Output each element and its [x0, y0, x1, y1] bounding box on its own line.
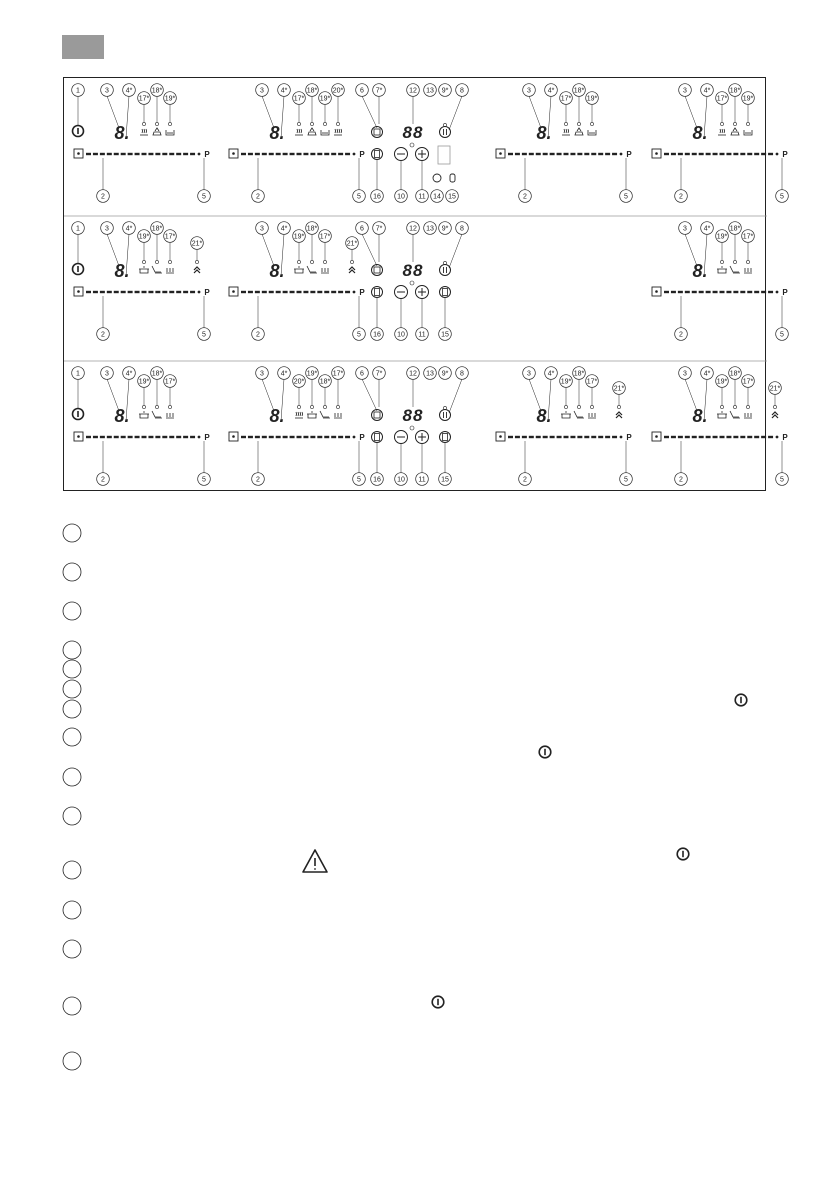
callout-label: 19* [293, 233, 305, 241]
callout-label: 8 [460, 370, 464, 378]
callout-label: 2 [679, 476, 683, 484]
callout-label: 5 [357, 331, 361, 339]
callout-label: 18* [151, 87, 163, 95]
legend-item [63, 901, 81, 919]
callout-label: 4* [547, 370, 555, 378]
callout-label: 17* [319, 233, 331, 241]
callout-label: 12 [409, 225, 417, 233]
legend-item [63, 807, 81, 825]
power-boost-p-label: P [204, 150, 210, 159]
legend-callout-circle [63, 940, 81, 958]
timer-display: 88 [402, 123, 424, 142]
callout-label: 4* [703, 225, 711, 233]
callout-label: 3 [260, 370, 264, 378]
power-icon[interactable] [677, 848, 689, 860]
callout-label: 21* [191, 240, 203, 248]
callout-label: 5 [780, 193, 784, 201]
legend-item [63, 641, 81, 659]
callout-label: 6 [360, 225, 364, 233]
callout-label: 8 [460, 87, 464, 95]
callout-label: 17* [164, 233, 176, 241]
callout-label: 8 [460, 225, 464, 233]
legend-item [63, 848, 689, 879]
callout-label: 1 [76, 225, 80, 233]
legend-item [63, 768, 81, 786]
callout-label: 4* [125, 370, 133, 378]
callout-label: 21* [613, 385, 625, 393]
callout-label: 18* [573, 370, 585, 378]
power-boost-p-label: P [782, 150, 788, 159]
legend-callout-circle [63, 563, 81, 581]
power-boost-p-label: P [359, 150, 365, 159]
zone-power-display: 8. [692, 123, 708, 143]
callout-label: 3 [105, 370, 109, 378]
callout-label: 1 [76, 87, 80, 95]
callout-label: 19* [560, 378, 572, 386]
callout-label: 5 [780, 331, 784, 339]
power-boost-p-label: P [626, 150, 632, 159]
zone-power-display: 8. [692, 406, 708, 426]
callout-label: 18* [573, 87, 585, 95]
callout-label: 5 [780, 476, 784, 484]
callout-label: 14 [433, 193, 441, 201]
callout-label: 17* [716, 95, 728, 103]
callout-label: 7* [375, 225, 383, 233]
power-boost-p-label: P [359, 433, 365, 442]
callout-label: 4* [280, 370, 288, 378]
callout-label: 2 [256, 331, 260, 339]
callout-label: 21* [346, 240, 358, 248]
callout-label: 18* [729, 87, 741, 95]
power-icon[interactable] [539, 746, 551, 758]
callout-label: 19* [306, 370, 318, 378]
zone-power-display: 8. [536, 406, 552, 426]
legend-item [63, 660, 81, 678]
callout-label: 4* [703, 370, 711, 378]
callout-label: 15 [441, 476, 449, 484]
callout-label: 2 [523, 193, 527, 201]
legend-item [63, 524, 81, 542]
legend-item [63, 563, 81, 581]
callout-label: 11 [418, 193, 426, 201]
power-boost-p-label: P [626, 433, 632, 442]
power-boost-p-label: P [204, 433, 210, 442]
callout-label: 20* [332, 87, 344, 95]
callout-label: 18* [306, 225, 318, 233]
callout-label: 19* [716, 378, 728, 386]
power-boost-p-label: P [782, 288, 788, 297]
callout-label: 6 [360, 87, 364, 95]
callout-label: 15 [441, 331, 449, 339]
callout-label: 3 [683, 225, 687, 233]
legend-callout-circle [63, 641, 81, 659]
callout-label: 4* [125, 225, 133, 233]
callout-label: 17* [138, 95, 150, 103]
callout-label: 2 [101, 193, 105, 201]
callout-label: 16 [373, 476, 381, 484]
callout-label: 18* [729, 225, 741, 233]
callout-label: 2 [256, 476, 260, 484]
callout-label: 9* [441, 370, 449, 378]
callout-label: 4* [703, 87, 711, 95]
callout-label: 2 [101, 476, 105, 484]
callout-label: 7* [375, 87, 383, 95]
legend-callout-circle [63, 680, 81, 698]
legend-callout-circle [63, 768, 81, 786]
legend-item [63, 996, 444, 1015]
callout-label: 2 [523, 476, 527, 484]
callout-label: 3 [260, 225, 264, 233]
callout-label: 12 [409, 370, 417, 378]
callout-label: 5 [624, 193, 628, 201]
legend-callout-circle [63, 1052, 81, 1070]
zone-power-display: 8. [114, 406, 130, 426]
callout-label: 16 [373, 331, 381, 339]
callout-label: 19* [164, 95, 176, 103]
callout-label: 19* [716, 233, 728, 241]
callout-label: 4* [280, 87, 288, 95]
legend-item [63, 700, 81, 718]
callout-label: 16 [373, 193, 381, 201]
callout-label: 1 [76, 370, 80, 378]
legend-item [63, 940, 81, 958]
zone-power-display: 8. [269, 406, 285, 426]
callout-label: 7* [375, 370, 383, 378]
callout-label: 13 [426, 370, 434, 378]
timer-display: 88 [402, 406, 424, 425]
callout-label: 13 [426, 225, 434, 233]
zone-power-display: 8. [536, 123, 552, 143]
power-boost-p-label: P [782, 433, 788, 442]
legend-callout-circle [63, 602, 81, 620]
callout-label: 11 [418, 331, 426, 339]
callout-label: 3 [527, 87, 531, 95]
legend-callout-circle [63, 660, 81, 678]
callout-label: 21* [769, 385, 781, 393]
callout-label: 10 [397, 476, 405, 484]
callout-label: 11 [418, 476, 426, 484]
callout-label: 19* [138, 233, 150, 241]
power-icon[interactable] [735, 694, 747, 706]
warning-dot [314, 868, 316, 870]
zone-power-display: 8. [692, 261, 708, 281]
callout-label: 17* [332, 370, 344, 378]
power-icon[interactable] [432, 996, 444, 1008]
callout-label: 2 [101, 331, 105, 339]
power-boost-p-label: P [359, 288, 365, 297]
callout-label: 19* [319, 95, 331, 103]
callout-label: 20* [293, 378, 305, 386]
callout-label: 17* [742, 378, 754, 386]
legend-callout-circle [63, 807, 81, 825]
callout-label: 19* [586, 95, 598, 103]
callout-label: 4* [280, 225, 288, 233]
callout-label: 3 [683, 370, 687, 378]
callout-label: 13 [426, 87, 434, 95]
callout-label: 9* [441, 225, 449, 233]
callout-label: 3 [105, 87, 109, 95]
callout-label: 10 [397, 193, 405, 201]
callout-label: 18* [729, 370, 741, 378]
callout-label: 9* [441, 87, 449, 95]
callout-label: 4* [547, 87, 555, 95]
callout-label: 3 [683, 87, 687, 95]
legend-item [63, 680, 747, 706]
power-boost-p-label: P [204, 288, 210, 297]
callout-label: 5 [357, 193, 361, 201]
callout-label: 18* [151, 225, 163, 233]
callout-label: 18* [319, 378, 331, 386]
callout-label: 12 [409, 87, 417, 95]
warning-icon [303, 850, 327, 872]
callout-label: 17* [586, 378, 598, 386]
legend-item [63, 1052, 81, 1070]
callout-label: 17* [293, 95, 305, 103]
legend-item [63, 602, 81, 620]
callout-label: 19* [138, 378, 150, 386]
callout-label: 15 [448, 193, 456, 201]
callout-label: 18* [151, 370, 163, 378]
callout-label: 2 [679, 331, 683, 339]
legend-item [63, 728, 551, 758]
callout-label: 3 [260, 87, 264, 95]
callout-label: 10 [397, 331, 405, 339]
callout-label: 19* [742, 95, 754, 103]
callout-label: 5 [202, 476, 206, 484]
zone-power-display: 8. [114, 123, 130, 143]
callout-label: 18* [306, 87, 318, 95]
callout-label: 5 [624, 476, 628, 484]
legend-callout-circle [63, 997, 81, 1015]
zone-power-display: 8. [269, 123, 285, 143]
callout-label: 2 [679, 193, 683, 201]
timer-display: 88 [402, 261, 424, 280]
callout-label: 4* [125, 87, 133, 95]
legend-callout-circle [63, 524, 81, 542]
callout-label: 2 [256, 193, 260, 201]
zone-power-display: 8. [114, 261, 130, 281]
callout-label: 5 [357, 476, 361, 484]
callout-label: 5 [202, 331, 206, 339]
callout-label: 6 [360, 370, 364, 378]
legend-callout-circle [63, 728, 81, 746]
legend-callout-circle [63, 861, 81, 879]
callout-label: 3 [527, 370, 531, 378]
callout-label: 17* [164, 378, 176, 386]
callout-label: 17* [742, 233, 754, 241]
callout-label: 3 [105, 225, 109, 233]
legend-callout-circle [63, 901, 81, 919]
callout-label: 17* [560, 95, 572, 103]
callout-label: 5 [202, 193, 206, 201]
legend-callout-circle [63, 700, 81, 718]
zone-power-display: 8. [269, 261, 285, 281]
